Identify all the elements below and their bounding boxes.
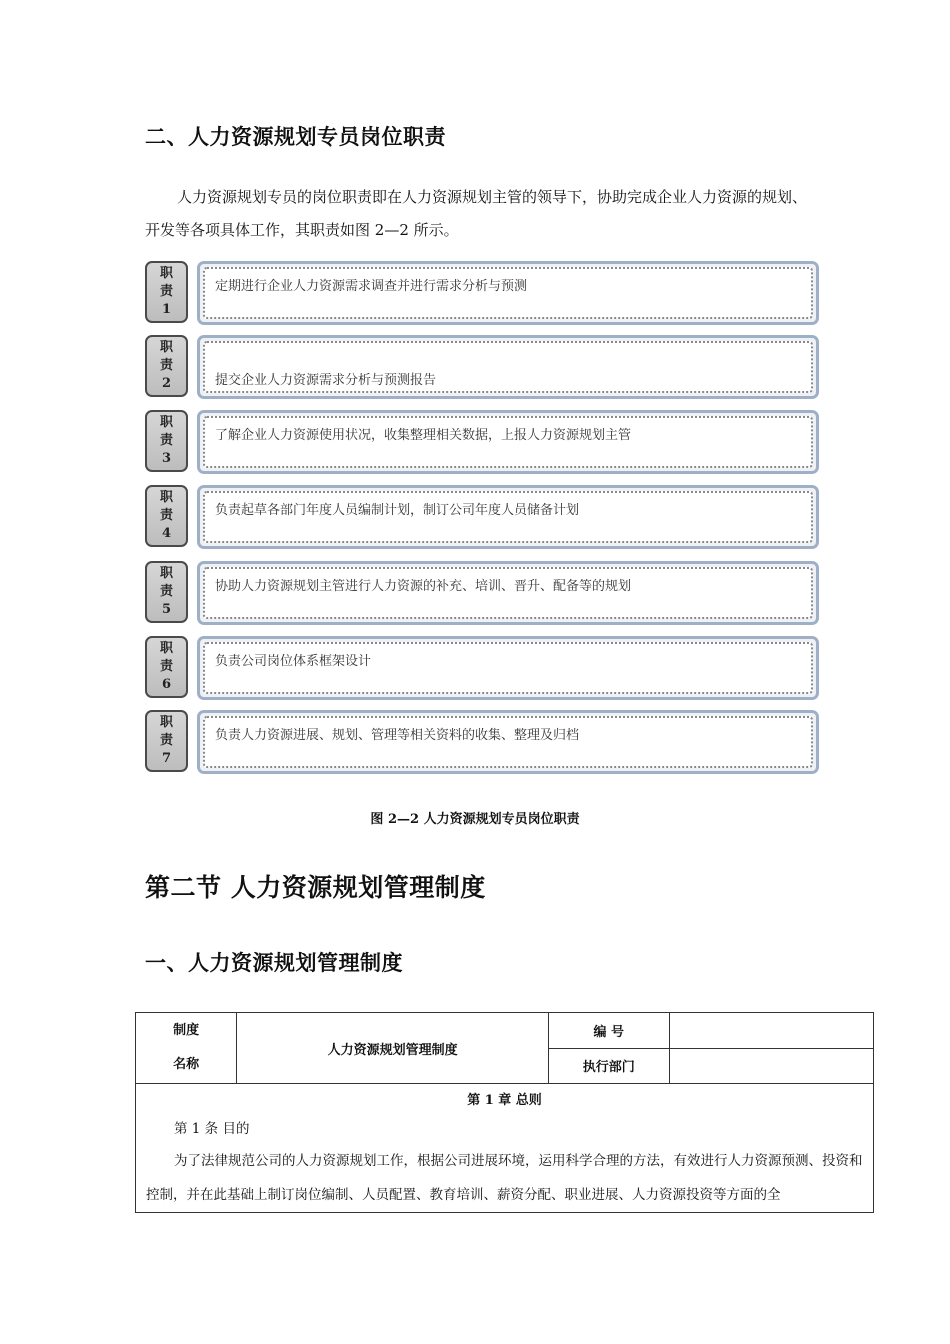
field-dept-label: 执行部门 (548, 1048, 669, 1084)
duty-tag-tag-line1: 职 (159, 340, 173, 355)
duty-row (145, 710, 820, 776)
duty-row (145, 261, 820, 327)
chapter-heading: 第二节 人力资源规划管理制度 (145, 873, 486, 902)
duty-tag-num: 7 (161, 751, 172, 766)
duty-tag-tag-line2: 责 (159, 284, 173, 299)
field-number-label: 编 号 (548, 1013, 669, 1049)
article-text-body: 为了法律规范公司的人力资源规划工作，根据公司进展环境，运用科学合理的方法，有效进行人力资源预测、投资和控制，并在此基础上制订岗位编制、人员配置、教育培训、薪资分配、职业进展、人力资源投资等方面的全 (146, 1153, 863, 1203)
duty-tag-tag-line2: 责 (159, 433, 173, 448)
field-number-value (669, 1013, 873, 1049)
duty-tag (145, 261, 188, 323)
duty-tag-num: 3 (161, 451, 172, 466)
duty-tag-tag-line1: 职 (159, 566, 173, 581)
duty-row (145, 561, 820, 627)
duty-tag-num: 4 (161, 526, 172, 541)
duty-tag (145, 710, 188, 772)
duty-tag-tag-line1: 职 (159, 266, 173, 281)
system-title: 人力资源规划管理制度 (237, 1013, 548, 1084)
duty-tag-tag-line1: 职 (159, 490, 173, 505)
duty-box (197, 485, 819, 549)
duty-text: 负责人力资源进展、规划、管理等相关资料的收集、整理及归档 (203, 716, 813, 768)
duty-tag-tag-line1: 职 (159, 641, 173, 656)
duty-text: 提交企业人力资源需求分析与预测报告 (203, 341, 813, 393)
duty-tag (145, 636, 188, 698)
duty-tag-tag-line2: 责 (159, 733, 173, 748)
duty-text: 了解企业人力资源使用状况，收集整理相关数据，上报人力资源规划主管 (203, 416, 813, 468)
system-body (136, 1084, 874, 1213)
duty-box (197, 335, 819, 399)
field-dept-value (669, 1048, 873, 1084)
label-system-name (136, 1013, 237, 1084)
duty-tag-num: 1 (161, 302, 172, 317)
duty-text: 定期进行企业人力资源需求调查并进行需求分析与预测 (203, 267, 813, 319)
duty-tag-tag-line2: 责 (159, 508, 173, 523)
system-table (135, 1012, 874, 1213)
section-heading-duties: 二、人力资源规划专员岗位职责 (145, 124, 446, 149)
duty-row (145, 335, 820, 401)
article-text (136, 1144, 873, 1212)
duty-box (197, 561, 819, 625)
duty-tag-num: 2 (161, 376, 172, 391)
duty-tag-num: 5 (161, 602, 172, 617)
article-heading-text: 第 1 条 目的 (174, 1121, 250, 1137)
duty-box (197, 710, 819, 774)
duty-tag (145, 335, 188, 397)
label-bottom: 名称 (173, 1057, 200, 1072)
duty-box (197, 636, 819, 700)
duty-tag-tag-line2: 责 (159, 584, 173, 599)
duty-text: 负责起草各部门年度人员编制计划，制订公司年度人员储备计划 (203, 491, 813, 543)
duty-tag-tag-line2: 责 (159, 659, 173, 674)
duty-tag (145, 561, 188, 623)
duty-row (145, 636, 820, 702)
duty-tag-tag-line1: 职 (159, 415, 173, 430)
duty-tag (145, 485, 188, 547)
duty-box (197, 261, 819, 325)
duty-text: 负责公司岗位体系框架设计 (203, 642, 813, 694)
duty-row (145, 410, 820, 476)
duty-text: 协助人力资源规划主管进行人力资源的补充、培训、晋升、配备等的规划 (203, 567, 813, 619)
intro-paragraph (145, 181, 810, 247)
duty-tag-num: 6 (161, 677, 172, 692)
duty-tag-tag-line2: 责 (159, 358, 173, 373)
label-top: 制度 (173, 1023, 200, 1038)
intro-paragraph-text: 人力资源规划专员的岗位职责即在人力资源规划主管的领导下，协助完成企业人力资源的规划、开发等各项具体工作，其职责如图 2—2 所示。 (145, 188, 808, 239)
section-heading-system: 一、人力资源规划管理制度 (145, 950, 403, 975)
duty-tag (145, 410, 188, 472)
chapter-title: 第 1 章 总则 (467, 1093, 542, 1108)
duty-box (197, 410, 819, 474)
duty-tag-tag-line1: 职 (159, 715, 173, 730)
article-heading (136, 1114, 873, 1144)
figure-caption: 图 2—2 人力资源规划专员岗位职责 (370, 812, 580, 827)
duty-row (145, 485, 820, 551)
